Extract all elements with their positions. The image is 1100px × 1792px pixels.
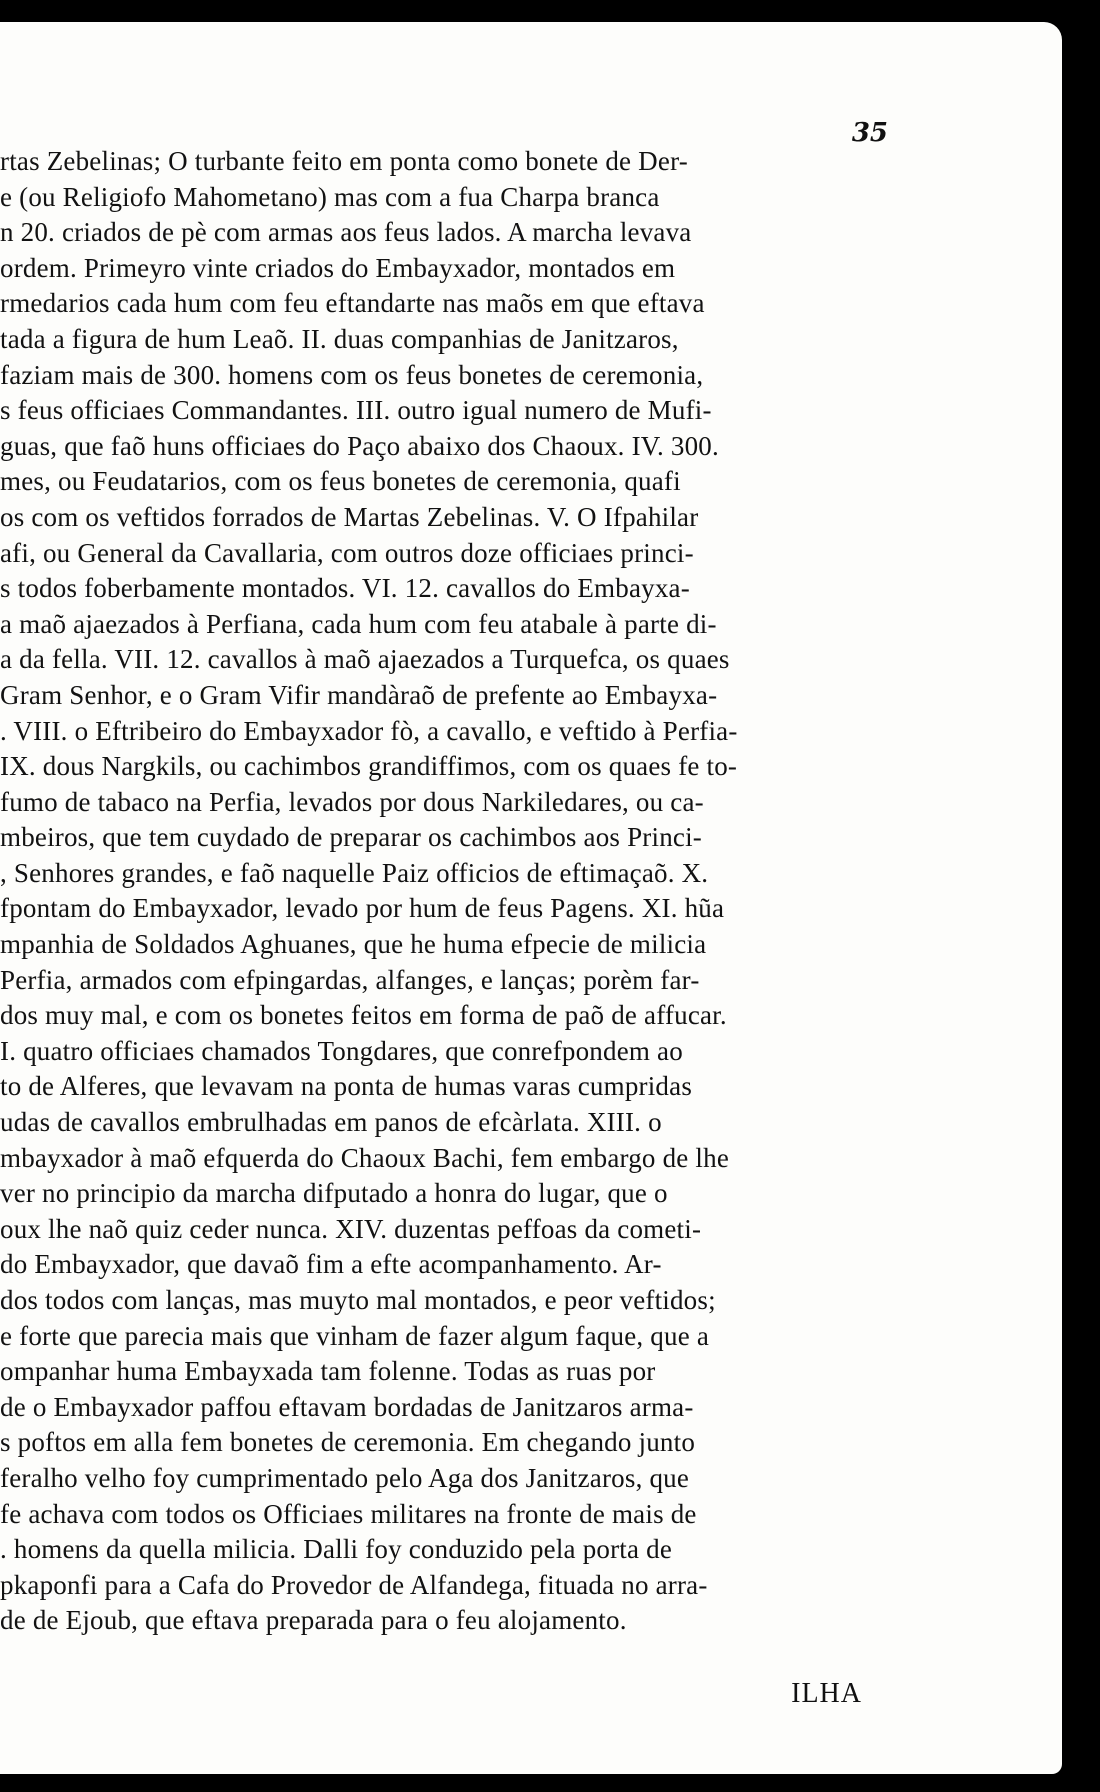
text-line: mbayxador à maõ efquerda do Chaoux Bachi, fem embargo de lhe [0,1142,730,1173]
text-line: dos muy mal, e com os bonetes feitos em forma de paõ de affucar. [0,1000,727,1031]
text-line: ver no principio da marcha difputado a honra do lugar, que o [0,1178,668,1209]
text-line: pkaponfi para a Cafa do Provedor de Alfandega, fituada no arra- [0,1569,708,1600]
text-line: I. quatro officiaes chamados Tongdares, que conrefpondem ao [0,1035,683,1066]
text-line: rtas Zebelinas; O turbante feito em ponta como bonete de Der- [0,146,688,176]
text-line: ompanhar huma Embayxada tam folenne. Todas as ruas por [0,1356,656,1387]
text-line: fumo de tabaco na Perfia, levados por dous Narkiledares, ou ca- [0,786,704,817]
text-line: s poftos em alla fem bonetes de ceremonia. Em chegando junto [0,1427,696,1458]
text-line: Perfia, armados com efpingardas, alfanges, e lanças; porèm far- [0,964,700,995]
catchword: ILHA [791,1678,862,1709]
text-line: Gram Senhor, e o Gram Vifir mandàraõ de prefente ao Embayxa- [0,679,718,710]
text-line: to de Alferes, que levavam na ponta de humas varas cumpridas [0,1071,693,1102]
text-line: faziam mais de 300. homens com os feus bonetes de ceremonia, [0,359,704,390]
text-line: dos todos com lanças, mas muyto mal montados, e peor veftidos; [0,1285,716,1315]
text-line: rmedarios cada hum com feu eftandarte nas maõs em que eftava [0,288,705,319]
text-line: mbeiros, que tem cuydado de preparar os cachimbos aos Princi- [0,822,702,853]
text-line: a maõ ajaezados à Perfiana, cada hum com feu atabale à parte di- [0,608,717,639]
text-line: tada a figura de hum Leaõ. II. duas companhias de Janitzaros, [0,323,679,354]
text-line: mes, ou Feudatarios, com os feus bonetes de ceremonia, quafi [0,466,681,497]
text-line: n 20. criados de pè com armas aos feus lados. A marcha levava [0,217,692,248]
text-line: , Senhores grandes, e faõ naquelle Paiz officios de eftimaçaõ. X. [0,857,709,888]
text-line: e forte que parecia mais que vinham de fazer algum faque, que a [0,1320,710,1351]
text-line: udas de cavallos embrulhadas em panos de efcàrlata. XIII. o [0,1107,662,1138]
text-line: de de Ejoub, que eftava preparada para o feu alojamento. [0,1605,627,1636]
text-line: . VIII. o Eftribeiro do Embayxador fò, a cavallo, e veftido à Perfia- [0,715,738,746]
text-line: s feus officiaes Commandantes. III. outro igual numero de Mufi- [0,395,712,426]
book-page [0,22,1062,1774]
text-line: os com os veftidos forrados de Martas Zebelinas. V. O Ifpahilar [0,501,699,532]
body-text [0,144,1000,1639]
text-line: mpanhia de Soldados Aghuanes, que he huma efpecie de milicia [0,929,707,960]
text-line: e (ou Religiofo Mahometano) mas com a fua Charpa branca [0,181,660,212]
text-line: fpontam do Embayxador, levado por hum de feus Pagens. XI. hũa [0,893,725,924]
text-line: s todos foberbamente montados. VI. 12. cavallos do Embayxa- [0,573,690,604]
text-line: afi, ou General da Cavallaria, com outros doze officiaes princi- [0,537,694,568]
text-line: do Embayxador, que davaõ fim a efte acompanhamento. Ar- [0,1249,662,1280]
text-line: fe achava com todos os Officiaes militares na fronte de mais de [0,1498,697,1529]
text-line: guas, que faõ huns officiaes do Paço abaixo dos Chaoux. IV. 300. [0,430,719,461]
text-line: IX. dous Nargkils, ou cachimbos grandiffimos, com os quaes fe to- [0,751,738,782]
text-line: . homens da quella milicia. Dalli foy conduzido pela porta de [0,1534,672,1565]
page-number: 35 [851,118,888,148]
text-line: feralho velho foy cumprimentado pelo Aga dos Janitzaros, que [0,1462,690,1493]
text-line: oux lhe naõ quiz ceder nunca. XIV. duzentas peffoas da cometi- [0,1213,702,1244]
text-line: ordem. Primeyro vinte criados do Embayxador, montados em [0,252,676,283]
text-line: de o Embayxador paffou eftavam bordadas de Janitzaros arma- [0,1391,694,1422]
text-line: a da fella. VII. 12. cavallos à maõ ajaezados a Turquefca, os quaes [0,644,730,675]
